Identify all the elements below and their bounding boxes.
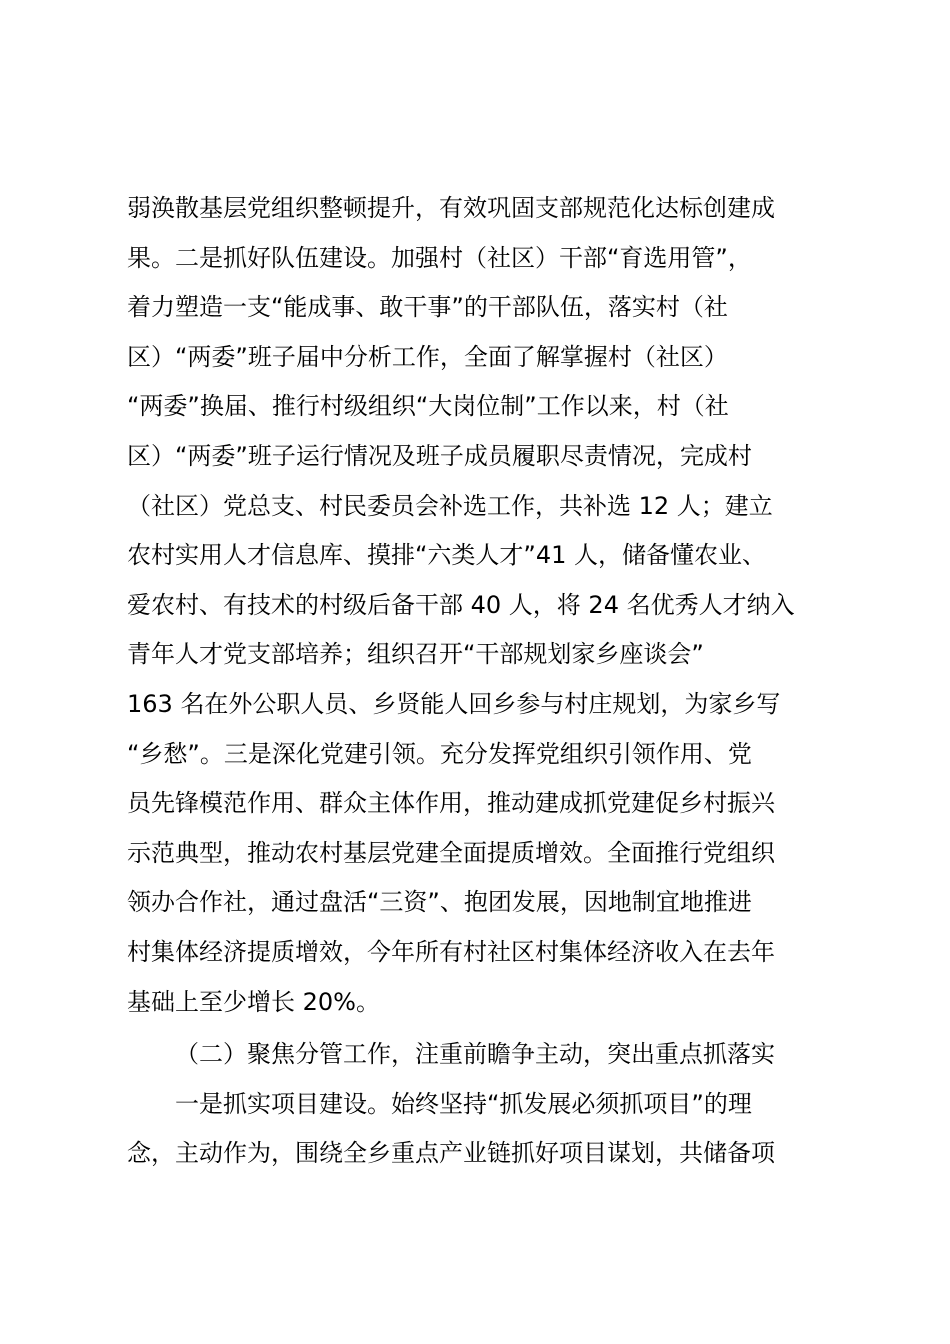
text-line: 村集体经济提质增效，今年所有村社区村集体经济收入在去年 bbox=[127, 937, 775, 966]
text-line: “两委”换届、推行村级组织“大岗位制”工作以来，村（社 bbox=[127, 392, 729, 421]
text-line: 区）“两委”班子届中分析工作，全面了解掌握村（社区） bbox=[127, 342, 728, 371]
text-line: 着力塑造一支“能成事、敢干事”的干部队伍，落实村（社 bbox=[127, 293, 728, 322]
text-line: 果。二是抓好队伍建设。加强村（社区）干部“育选用管”， bbox=[127, 243, 752, 272]
text-line: （二）聚焦分管工作，注重前瞻争主动，突出重点抓落实 bbox=[175, 1040, 775, 1069]
text-line: 一是抓实项目建设。始终坚持“抓发展必须抓项目”的理 bbox=[175, 1089, 752, 1118]
text-line: 区）“两委”班子运行情况及班子成员履职尽责情况，完成村 bbox=[127, 441, 752, 470]
text-line: 领办合作社，通过盘活“三资”、抱团发展，因地制宜地推进 bbox=[127, 888, 752, 917]
text-line: 农村实用人才信息库、摸排“六类人才”41 人，储备懂农业、 bbox=[127, 541, 767, 570]
text-line: 青年人才党支部培养；组织召开“干部规划家乡座谈会” bbox=[127, 640, 704, 669]
text-line: 示范典型，推动农村基层党建全面提质增效。全面推行党组织 bbox=[127, 838, 775, 867]
text-line: “乡愁”。三是深化党建引领。充分发挥党组织引领作用、党 bbox=[127, 739, 752, 768]
text-line: 163 名在外公职人员、乡贤能人回乡参与村庄规划，为家乡写 bbox=[127, 689, 781, 718]
text-line: （社区）党总支、村民委员会补选工作，共补选 12 人；建立 bbox=[127, 491, 773, 520]
text-line: 弱涣散基层党组织整顿提升，有效巩固支部规范化达标创建成 bbox=[127, 194, 775, 222]
text-line: 员先锋模范作用、群众主体作用，推动建成抓党建促乡村振兴 bbox=[127, 789, 775, 818]
text-line: 念，主动作为，围绕全乡重点产业链抓好项目谋划，共储备项 bbox=[127, 1139, 775, 1168]
text-line: 基础上至少增长 20%。 bbox=[127, 987, 380, 1016]
text-line: 爱农村、有技术的村级后备干部 40 人，将 24 名优秀人才纳入 bbox=[127, 590, 795, 619]
document-body bbox=[127, 186, 837, 1181]
